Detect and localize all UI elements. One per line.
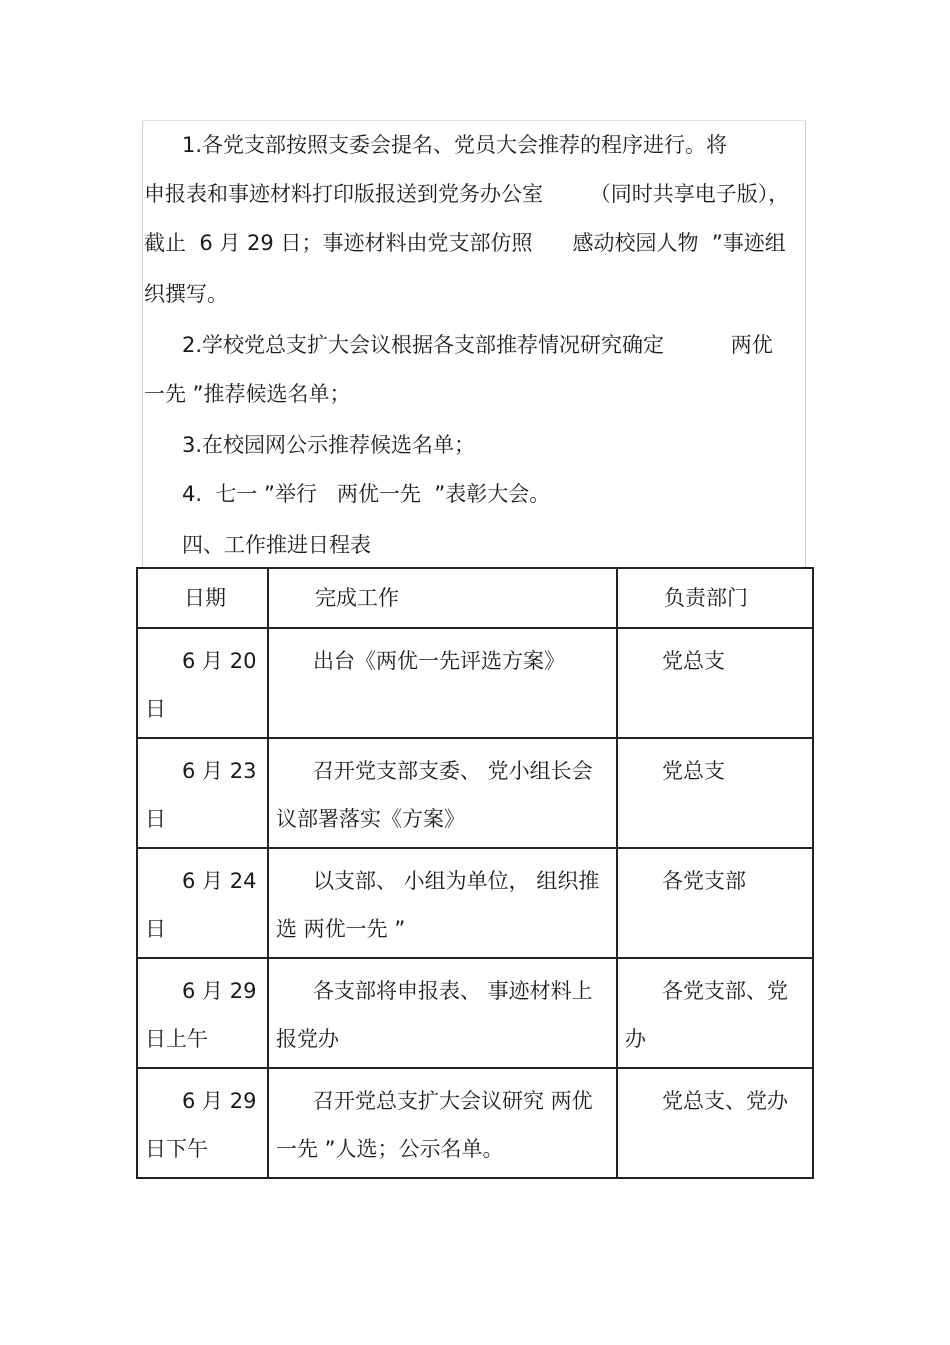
dept-cell: 各党支部 [617, 848, 813, 958]
paragraph-3: 3.在校园网公示推荐候选名单； [182, 433, 476, 457]
paragraph-1-line-3: 截止 6 月 29 日；事迹材料由党支部仿照 感动校园人物 ”事迹组 [144, 231, 786, 255]
date-cell: 6 月 29 日下午 [137, 1068, 268, 1178]
paragraph-1-line-4: 织撰写。 [144, 282, 228, 306]
date-cell: 6 月 29 日上午 [137, 958, 268, 1068]
table-header-row [137, 568, 813, 628]
date-cell: 6 月 24 日 [137, 848, 268, 958]
dept-cell: 党总支 [617, 628, 813, 738]
table-row [137, 958, 813, 1068]
section-heading: 四、工作推进日程表 [182, 533, 371, 557]
table-row [137, 1068, 813, 1178]
work-cell: 出台《两优一先评选方案》 [268, 628, 617, 738]
work-cell: 各支部将申报表、 事迹材料上报党办 [268, 958, 617, 1068]
dept-cell: 党总支、党办 [617, 1068, 813, 1178]
table-row [137, 848, 813, 958]
work-cell: 以支部、 小组为单位， 组织推选 两优一先 ” [268, 848, 617, 958]
dept-cell: 党总支 [617, 738, 813, 848]
header-date: 日期 [137, 568, 268, 628]
schedule-table [136, 567, 814, 1179]
paragraph-1-line-1: 1.各党支部按照支委会提名、党员大会推荐的程序进行。将 [182, 133, 728, 157]
date-cell: 6 月 23 日 [137, 738, 268, 848]
paragraph-4: 4. 七一 ”举行 两优一先 ”表彰大会。 [182, 482, 551, 506]
dept-cell: 各党支部、党办 [617, 958, 813, 1068]
paragraph-1-line-2: 申报表和事迹材料打印版报送到党务办公室 （同时共享电子版）， [144, 182, 790, 206]
header-dept: 负责部门 [617, 568, 813, 628]
header-work: 完成工作 [268, 568, 617, 628]
date-cell: 6 月 20 日 [137, 628, 268, 738]
paragraph-2-line-1: 2.学校党总支扩大会议根据各支部推荐情况研究确定 两优 [182, 333, 773, 357]
work-cell: 召开党总支扩大会议研究 两优一先 ”人选；公示名单。 [268, 1068, 617, 1178]
table-row [137, 628, 813, 738]
paragraph-2-line-2: 一先 ”推荐候选名单； [144, 382, 351, 406]
work-cell: 召开党支部支委、 党小组长会议部署落实《方案》 [268, 738, 617, 848]
table-row [137, 738, 813, 848]
